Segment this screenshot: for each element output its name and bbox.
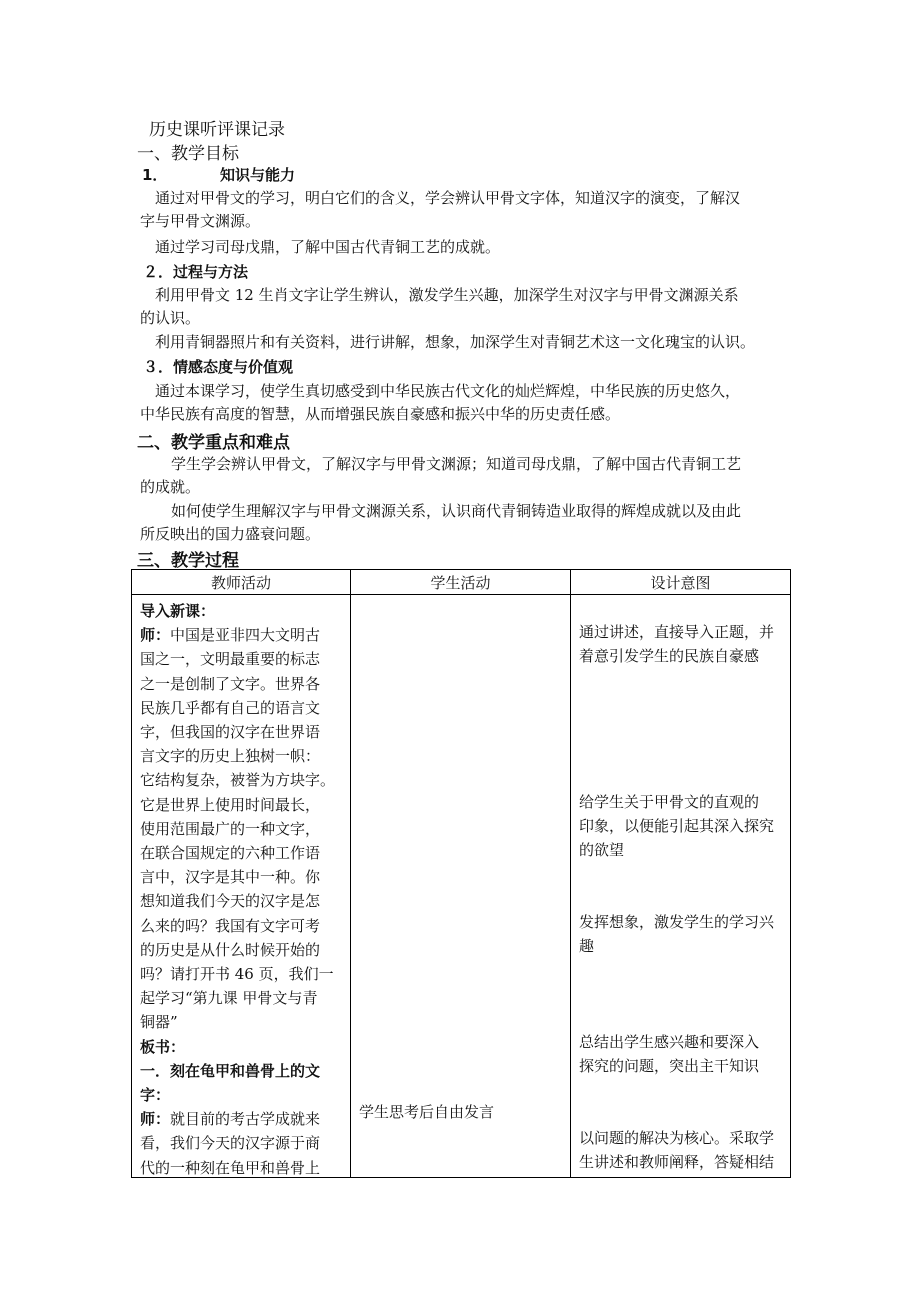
intent-line: 着意引发学生的民族自豪感 <box>579 647 760 666</box>
teacher-line: 代的一种刻在龟甲和兽骨上 <box>140 1158 321 1177</box>
paragraph-6-line-2: 的成就。 <box>140 478 201 496</box>
subsection-2-heading: ２．过程与方法 <box>143 263 249 281</box>
teacher-line: 起学习“第九课 甲骨文与青 <box>140 989 318 1008</box>
paragraph-7-line-2: 所反映出的国力盛衰问题。 <box>140 525 321 543</box>
intent-group-5 <box>579 1126 774 1174</box>
teacher-line <box>140 623 344 647</box>
teacher-line: 言文字的历史上独树一帜： <box>140 747 321 766</box>
teacher-line: 看，我们今天的汉字源于商 <box>140 1134 321 1153</box>
teacher-line-text: 中国是亚非四大文明古 <box>170 626 321 645</box>
design-intent-cell <box>571 595 791 1178</box>
table-header-row <box>132 570 791 595</box>
teacher-line: 铜器” <box>140 1013 178 1032</box>
paragraph-6-line-1: 学生学会辨认甲骨文，了解汉字与甲骨文渊源；知道司母戊鼎，了解中国古代青铜工艺 <box>171 455 742 473</box>
intent-group-3 <box>579 910 774 958</box>
teacher-line: 的历史是从什么时候开始的 <box>140 940 321 959</box>
teacher-line: 它结构复杂，被誉为方块字。 <box>140 771 336 790</box>
paragraph-1-line-1: 通过对甲骨文的学习，明白它们的含义，学会辨认甲骨文字体，知道汉字的演变，了解汉 <box>155 189 741 207</box>
paragraph-3-line-1: 利用甲骨文 12 生肖文字让学生辨认，激发学生兴趣，加深学生对汉字与甲骨文渊源关系 <box>155 286 739 304</box>
intent-line: 趣 <box>579 937 595 956</box>
paragraph-1-line-2: 字与甲骨文渊源。 <box>140 212 261 230</box>
teacher-speaker: 师： <box>140 626 171 645</box>
paragraph-7-line-1: 如何使学生理解汉字与甲骨文渊源关系，认识商代青铜铸造业取得的辉煌成就以及由此 <box>171 502 742 520</box>
subsection-1-number: 1． <box>142 166 168 184</box>
intent-line: 生讲述和教师阐释，答疑相结 <box>579 1153 775 1172</box>
section-2-heading: 二、教学重点和难点 <box>137 433 290 453</box>
teacher-line: 字，但我国的汉字在世界语 <box>140 723 321 742</box>
intent-group-1 <box>579 620 774 668</box>
teacher-line: 民族几乎都有自己的语言文 <box>140 698 321 717</box>
teacher-line: 么来的吗？我国有文字可考 <box>140 916 321 935</box>
intent-line: 总结出学生感兴趣和要深入 <box>579 1033 760 1051</box>
header-design-intent: 设计意图 <box>571 570 791 595</box>
subsection-3-heading: ３．情感态度与价值观 <box>143 358 294 376</box>
teacher-line-text: 就目前的考古学成就来 <box>170 1110 321 1129</box>
document-title: 历史课听评课记录 <box>149 120 285 140</box>
intent-line: 的欲望 <box>579 841 625 860</box>
subsection-1-title: 知识与能力 <box>220 166 296 184</box>
header-student-activity: 学生活动 <box>351 570 571 595</box>
header-teacher-activity: 教师活动 <box>132 570 351 595</box>
paragraph-3-line-2: 的认识。 <box>140 309 201 327</box>
teacher-line: 它是世界上使用时间最长， <box>140 795 321 814</box>
teaching-process-table <box>131 569 791 1178</box>
teacher-line: 想知道我们今天的汉字是怎 <box>140 892 321 911</box>
intro-label: 导入新课： <box>140 602 216 620</box>
intent-group-4 <box>579 1030 759 1078</box>
board-heading-line-1: 一．刻在龟甲和兽骨上的文 <box>140 1061 321 1080</box>
intent-line: 发挥想象，激发学生的学习兴 <box>579 913 775 931</box>
teacher-line: 国之一，文明最重要的标志 <box>140 650 321 669</box>
table-row <box>132 595 791 1178</box>
section-1-heading: 一、教学目标 <box>137 144 239 164</box>
student-activity-cell <box>351 595 571 1178</box>
intent-line: 通过讲述，直接导入正题，并 <box>579 623 775 641</box>
teacher-line: 吗？请打开书 46 页，我们一 <box>140 965 334 984</box>
teacher-line: 在联合国规定的六种工作语 <box>140 844 321 863</box>
paragraph-5-line-1: 通过本课学习，使学生真切感受到中华民族古代文化的灿烂辉煌，中华民族的历史悠久， <box>155 382 741 400</box>
intent-line: 探究的问题，突出主干知识 <box>579 1057 760 1076</box>
teacher-line: 言中，汉字是其中一种。你 <box>140 868 321 887</box>
paragraph-5-line-2: 中华民族有高度的智慧，从而增强民族自豪感和振兴中华的历史责任感。 <box>140 405 621 423</box>
student-response: 学生思考后自由发言 <box>359 1103 495 1121</box>
paragraph-4: 利用青铜器照片和有关资料，进行讲解，想象，加深学生对青铜艺术这一文化瑰宝的认识。 <box>155 333 756 351</box>
teacher-line: 之一是创制了文字。世界各 <box>140 674 321 693</box>
teacher-line: 使用范围最广的一种文字， <box>140 819 321 838</box>
board-label: 板书： <box>140 1037 186 1056</box>
intent-line: 印象，以便能引起其深入探究 <box>579 817 775 836</box>
intent-line: 以问题的解决为核心。采取学 <box>579 1129 775 1147</box>
teacher-speaker: 师： <box>140 1110 171 1129</box>
section-3-heading: 三、教学过程 <box>137 551 239 571</box>
intent-line: 给学生关于甲骨文的直观的 <box>579 793 760 811</box>
board-heading-line-2: 字： <box>140 1086 171 1105</box>
intent-group-2 <box>579 790 774 863</box>
teacher-activity-cell <box>132 595 351 1178</box>
teacher-line <box>140 1107 344 1131</box>
paragraph-2: 通过学习司母戊鼎，了解中国古代青铜工艺的成就。 <box>155 238 501 256</box>
